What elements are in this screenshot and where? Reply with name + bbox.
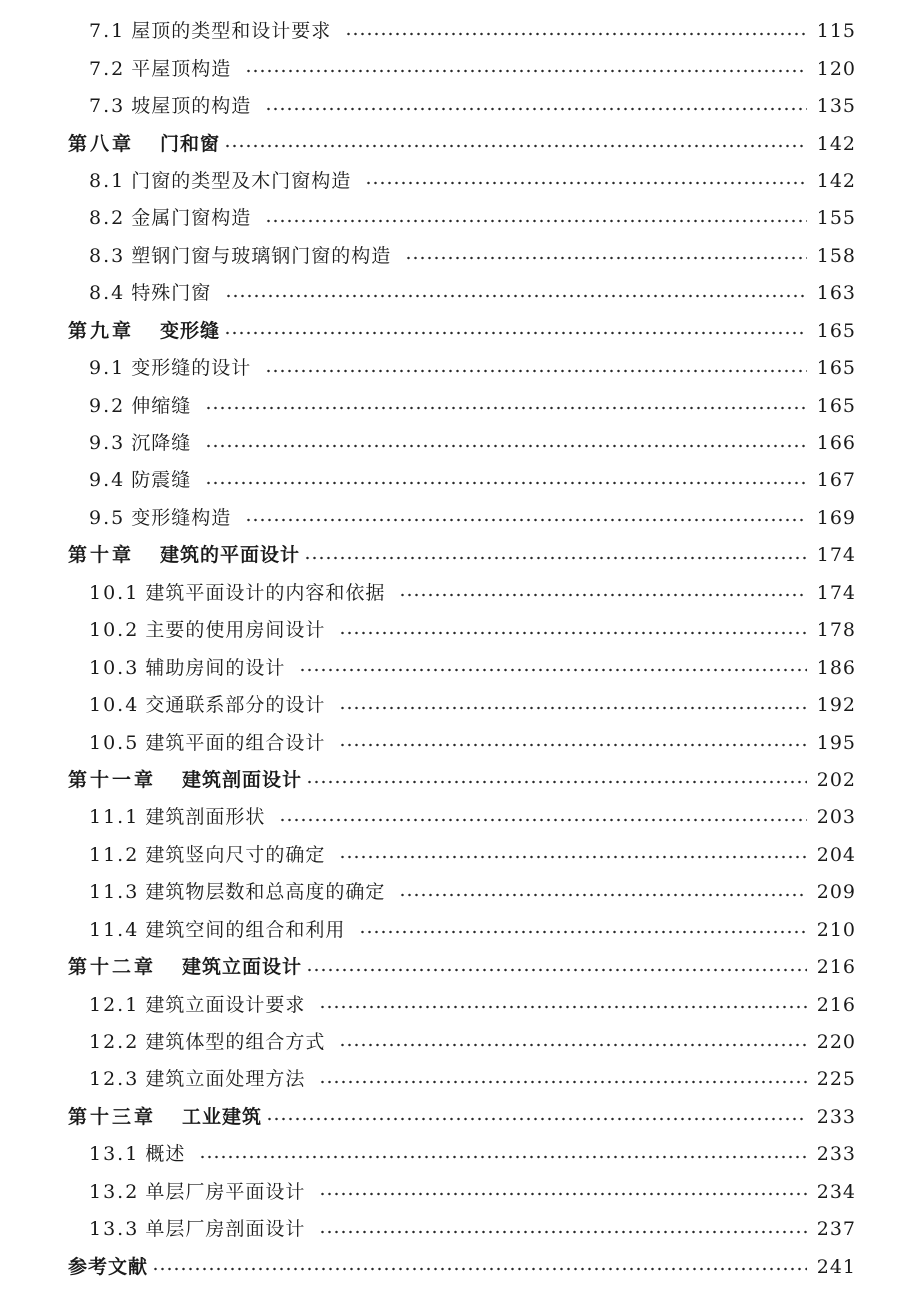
entry-number: 8.1 (89, 169, 126, 192)
page-number: 203 (816, 806, 856, 829)
entry-title: 建筑的平面设计 (160, 544, 301, 567)
toc-chapter-entry[interactable] (0, 949, 920, 986)
toc-section-entry[interactable] (0, 986, 920, 1023)
entry-title: 特殊门窗 (131, 282, 212, 305)
entry-title: 建筑立面设计要求 (145, 993, 306, 1016)
toc-section-entry[interactable] (0, 799, 920, 836)
toc-section-entry[interactable] (0, 425, 920, 462)
entry-number: 10.3 (89, 656, 140, 679)
dot-leader (339, 706, 806, 710)
dot-leader (306, 968, 807, 972)
dot-leader (365, 181, 807, 185)
dot-leader (265, 107, 807, 111)
toc-section-entry[interactable] (0, 350, 920, 387)
toc-chapter-entry[interactable] (0, 762, 920, 799)
dot-leader (265, 219, 807, 223)
dot-leader (265, 369, 807, 373)
entry-title: 建筑平面设计的内容和依据 (145, 581, 386, 604)
dot-leader (399, 893, 806, 897)
toc-section-entry[interactable] (0, 687, 920, 724)
entry-title: 建筑剖面形状 (145, 806, 266, 829)
entry-number: 8.3 (89, 244, 126, 267)
entry-number: 第八章 (68, 132, 135, 155)
toc-section-entry[interactable] (0, 1061, 920, 1098)
toc-chapter-entry[interactable] (0, 313, 920, 350)
entry-title: 金属门窗构造 (131, 207, 252, 230)
entry-title: 辅助房间的设计 (145, 656, 286, 679)
entry-number: 12.3 (89, 1068, 140, 1091)
dot-leader (266, 1117, 807, 1121)
page-number: 216 (816, 993, 856, 1016)
dot-leader (225, 294, 807, 298)
entry-title: 建筑空间的组合和利用 (145, 918, 346, 941)
page-number: 204 (816, 843, 856, 866)
toc-section-entry[interactable] (0, 1136, 920, 1173)
entry-number: 第十一章 (68, 768, 157, 791)
entry-title: 门窗的类型及木门窗构造 (131, 169, 352, 192)
entry-title: 建筑竖向尺寸的确定 (145, 843, 326, 866)
dot-leader (245, 69, 807, 73)
page-number: 165 (816, 319, 856, 342)
dot-leader (339, 855, 806, 859)
entry-number: 11.4 (89, 918, 140, 941)
toc-section-entry[interactable] (0, 724, 920, 761)
entry-title: 建筑剖面设计 (182, 768, 303, 791)
entry-title: 建筑体型的组合方式 (145, 1031, 326, 1054)
dot-leader (279, 818, 806, 822)
toc-chapter-entry[interactable] (0, 537, 920, 574)
page-number: 135 (816, 95, 856, 118)
entry-number: 7.1 (89, 20, 126, 43)
entry-title: 建筑立面处理方法 (145, 1068, 306, 1091)
dot-leader (339, 1043, 806, 1047)
entry-title: 变形缝的设计 (131, 357, 252, 380)
toc-section-entry[interactable] (0, 387, 920, 424)
entry-number: 第九章 (68, 319, 135, 342)
dot-leader (319, 1192, 806, 1196)
toc-chapter-entry[interactable] (0, 1099, 920, 1136)
entry-number: 9.5 (89, 506, 126, 529)
dot-leader (319, 1230, 806, 1234)
dot-leader (345, 32, 807, 36)
page-number: 241 (816, 1255, 856, 1278)
page-number: 237 (816, 1218, 856, 1241)
toc-section-entry[interactable] (0, 575, 920, 612)
entry-title: 工业建筑 (182, 1105, 263, 1128)
entry-number: 11.3 (89, 881, 140, 904)
dot-leader (245, 518, 807, 522)
page-number: 142 (816, 132, 856, 155)
entry-number: 9.4 (89, 469, 126, 492)
entry-title: 概述 (145, 1143, 186, 1166)
dot-leader (319, 1080, 806, 1084)
entry-number: 第十二章 (68, 956, 157, 979)
page-number: 165 (816, 394, 856, 417)
entry-title: 交通联系部分的设计 (145, 694, 326, 717)
entry-number: 7.2 (89, 57, 126, 80)
dot-leader (299, 668, 806, 672)
entry-number: 10.4 (89, 694, 140, 717)
entry-number: 10.2 (89, 619, 140, 642)
entry-number: 第十章 (68, 544, 135, 567)
entry-title: 屋顶的类型和设计要求 (131, 20, 332, 43)
page-number: 233 (816, 1143, 856, 1166)
toc-section-entry[interactable] (0, 275, 920, 312)
dot-leader (359, 930, 806, 934)
page-number: 163 (816, 282, 856, 305)
toc-section-entry[interactable] (0, 874, 920, 911)
dot-leader (199, 1155, 806, 1159)
page-number: 186 (816, 656, 856, 679)
page-number: 233 (816, 1105, 856, 1128)
dot-leader (306, 780, 807, 784)
dot-leader (205, 481, 807, 485)
toc-section-entry[interactable] (0, 50, 920, 87)
page-number: 210 (816, 918, 856, 941)
toc-section-entry[interactable] (0, 649, 920, 686)
dot-leader (399, 593, 806, 597)
entry-number: 12.2 (89, 1031, 140, 1054)
page-number: 166 (816, 432, 856, 455)
dot-leader (304, 556, 807, 560)
dot-leader (339, 743, 806, 747)
entry-title: 坡屋顶的构造 (131, 95, 252, 118)
entry-number: 10.5 (89, 731, 140, 754)
page-number: 167 (816, 469, 856, 492)
toc-section-entry[interactable] (0, 13, 920, 50)
entry-title: 主要的使用房间设计 (145, 619, 326, 642)
toc-section-entry[interactable] (0, 612, 920, 649)
entry-number: 13.3 (89, 1218, 140, 1241)
entry-title: 平屋顶构造 (131, 57, 232, 80)
page-number: 169 (816, 506, 856, 529)
toc-section-entry[interactable] (0, 1024, 920, 1061)
dot-leader (224, 144, 807, 148)
page-number: 202 (816, 768, 856, 791)
dot-leader (319, 1005, 806, 1009)
page-number: 216 (816, 956, 856, 979)
entry-title: 参考文献 (68, 1255, 149, 1278)
entry-number: 11.1 (89, 806, 140, 829)
entry-number: 8.4 (89, 282, 126, 305)
page-number: 195 (816, 731, 856, 754)
entry-number: 13.2 (89, 1180, 140, 1203)
page-number: 220 (816, 1031, 856, 1054)
entry-title: 单层厂房平面设计 (145, 1180, 306, 1203)
page-number: 165 (816, 357, 856, 380)
dot-leader (224, 331, 807, 335)
entry-title: 沉降缝 (131, 432, 192, 455)
toc-section-entry[interactable] (0, 163, 920, 200)
toc-section-entry[interactable] (0, 1174, 920, 1211)
toc-section-entry[interactable] (0, 1211, 920, 1248)
page-number: 115 (816, 20, 856, 43)
page-number: 155 (816, 207, 856, 230)
page-number: 234 (816, 1180, 856, 1203)
entry-number: 12.1 (89, 993, 140, 1016)
entry-number: 第十三章 (68, 1105, 157, 1128)
page-number: 209 (816, 881, 856, 904)
entry-number: 13.1 (89, 1143, 140, 1166)
entry-number: 9.2 (89, 394, 126, 417)
page-number: 192 (816, 694, 856, 717)
toc-section-entry[interactable] (0, 837, 920, 874)
dot-leader (339, 631, 806, 635)
toc-section-entry[interactable] (0, 500, 920, 537)
dot-leader (152, 1267, 807, 1271)
entry-title: 塑钢门窗与玻璃钢门窗的构造 (131, 244, 392, 267)
page-number: 174 (816, 581, 856, 604)
entry-title: 单层厂房剖面设计 (145, 1218, 306, 1241)
entry-title: 建筑平面的组合设计 (145, 731, 326, 754)
page-number: 178 (816, 619, 856, 642)
page-number: 120 (816, 57, 856, 80)
dot-leader (405, 256, 807, 260)
toc-chapter-entry[interactable] (0, 1248, 920, 1285)
toc-section-entry[interactable] (0, 462, 920, 499)
toc-section-entry[interactable] (0, 912, 920, 949)
entry-number: 11.2 (89, 843, 140, 866)
table-of-contents (0, 13, 920, 1286)
page-number: 174 (816, 544, 856, 567)
entry-title: 建筑物层数和总高度的确定 (145, 881, 386, 904)
entry-title: 变形缝 (160, 319, 221, 342)
toc-section-entry[interactable] (0, 200, 920, 237)
entry-number: 9.3 (89, 432, 126, 455)
entry-title: 伸缩缝 (131, 394, 192, 417)
dot-leader (205, 444, 807, 448)
entry-title: 防震缝 (131, 469, 192, 492)
entry-title: 门和窗 (160, 132, 221, 155)
entry-number: 8.2 (89, 207, 126, 230)
page-number: 225 (816, 1068, 856, 1091)
dot-leader (205, 406, 807, 410)
entry-number: 9.1 (89, 357, 126, 380)
entry-number: 10.1 (89, 581, 140, 604)
page-number: 158 (816, 244, 856, 267)
page-number: 142 (816, 169, 856, 192)
entry-title: 建筑立面设计 (182, 956, 303, 979)
toc-chapter-entry[interactable] (0, 125, 920, 162)
toc-section-entry[interactable] (0, 88, 920, 125)
entry-number: 7.3 (89, 95, 126, 118)
toc-section-entry[interactable] (0, 238, 920, 275)
entry-title: 变形缝构造 (131, 506, 232, 529)
